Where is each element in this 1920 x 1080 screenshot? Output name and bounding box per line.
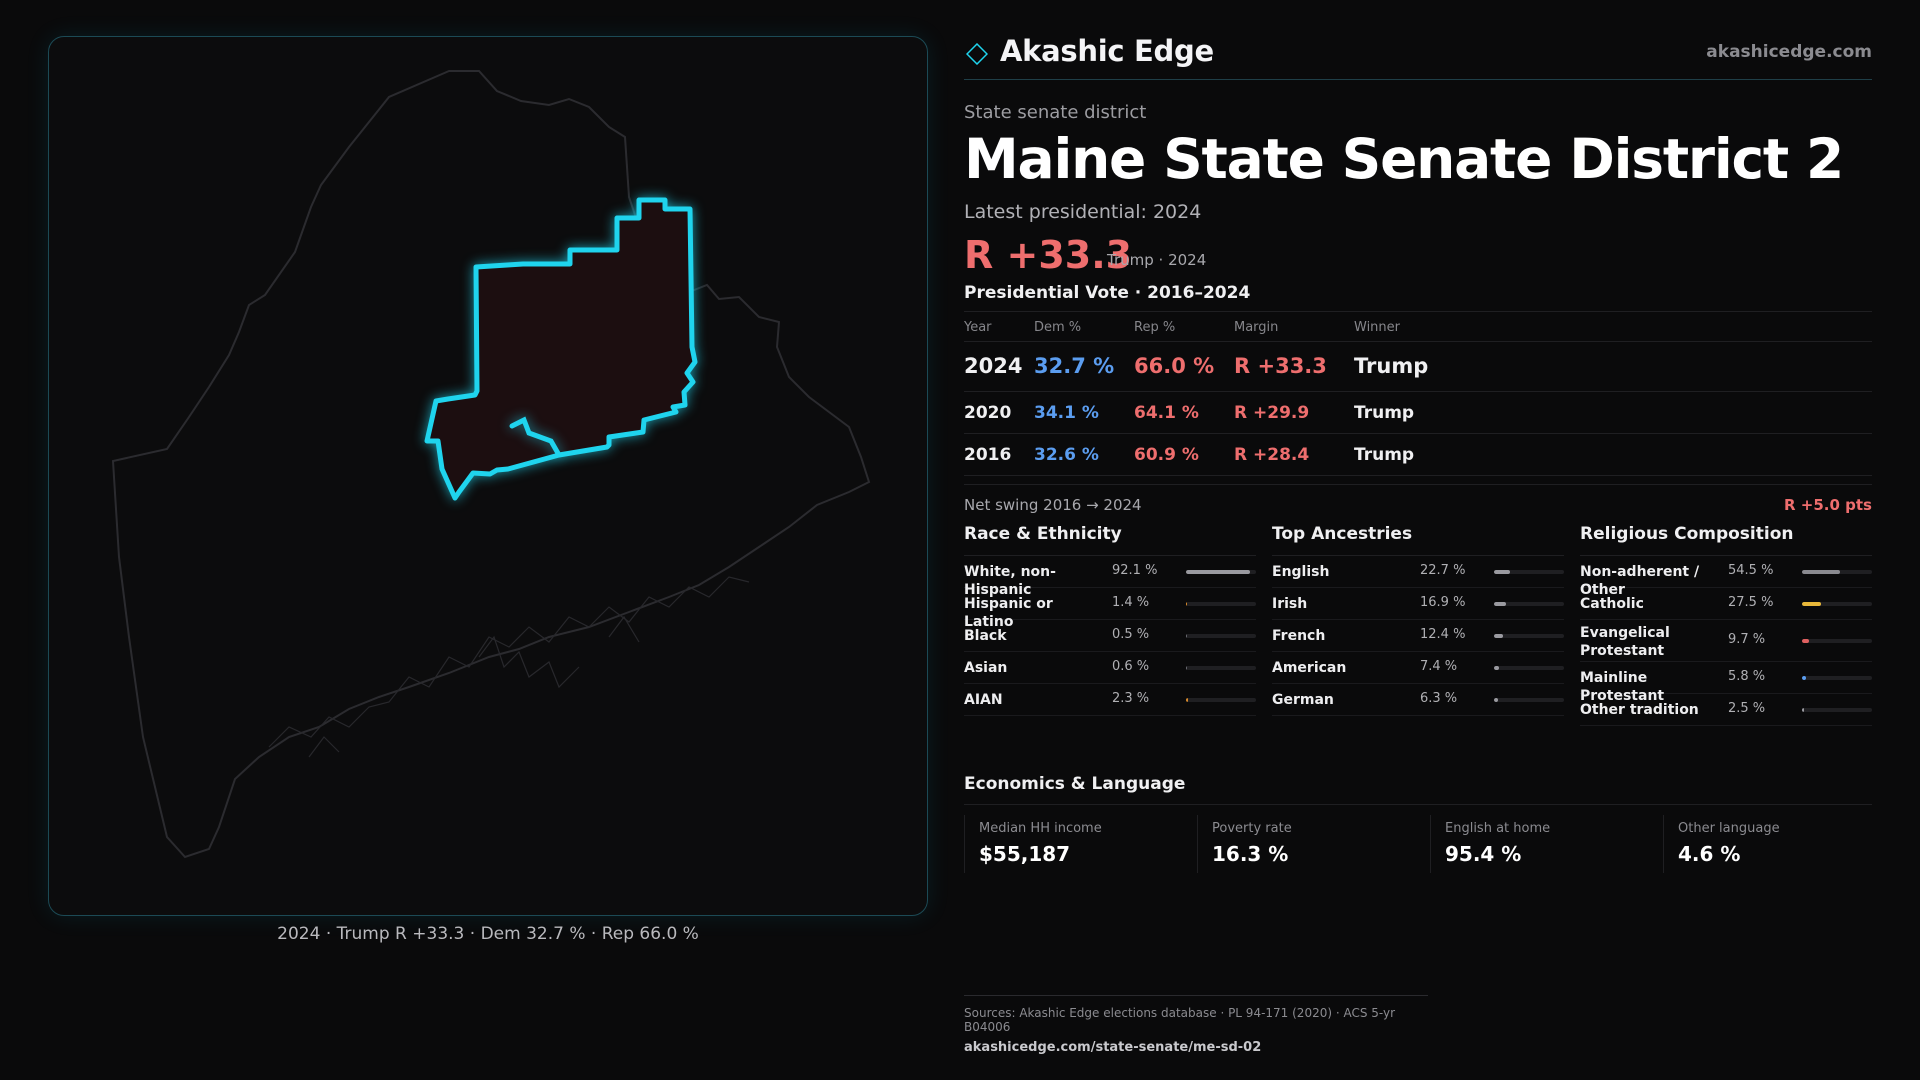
item-label: AIAN <box>964 691 1003 708</box>
item-bar <box>1186 698 1256 702</box>
item-percent: 54.5 % <box>1728 562 1774 578</box>
item-bar <box>1494 698 1564 702</box>
site-link[interactable]: akashicedge.com <box>1706 42 1872 62</box>
item-label: Black <box>964 627 1007 644</box>
table-row <box>964 434 1872 476</box>
religion-section <box>1580 524 1872 726</box>
row-dem: 32.7 % <box>1034 353 1115 378</box>
col-dem: Dem % <box>1034 319 1082 335</box>
row-year: 2024 <box>964 353 1023 378</box>
headline-margin <box>964 233 1872 277</box>
item-label: Mainline Protestant <box>1580 669 1665 704</box>
item-label: American <box>1272 659 1347 676</box>
district-2-shape[interactable] <box>427 200 695 498</box>
item-bar <box>1802 602 1872 606</box>
ancestry-title: Top Ancestries <box>1272 524 1564 556</box>
item-label: White, non-Hispanic <box>964 563 1056 598</box>
list-item <box>964 556 1256 598</box>
item-label: Evangelical Protestant <box>1580 624 1670 659</box>
race-section <box>964 524 1256 716</box>
item-bar <box>1802 639 1872 643</box>
stat-poverty <box>1197 815 1430 873</box>
stat-value: 4.6 % <box>1678 841 1741 866</box>
stat-other-language <box>1663 815 1896 873</box>
item-bar-fill <box>1494 602 1506 606</box>
item-percent: 92.1 % <box>1112 562 1158 578</box>
page-url[interactable]: akashicedge.com/state-senate/me-sd-02 <box>964 1040 1262 1055</box>
list-item <box>964 620 1256 652</box>
brand-name: Akashic Edge <box>1000 34 1214 68</box>
list-item <box>1580 620 1872 662</box>
list-item <box>1272 684 1564 716</box>
item-bar <box>1186 634 1256 638</box>
ancestry-section <box>1272 524 1564 716</box>
item-bar <box>1802 708 1872 712</box>
item-label: Hispanic or Latino <box>964 595 1053 630</box>
district-info-panel <box>964 30 1872 895</box>
row-winner: Trump <box>1354 444 1415 465</box>
presidential-vote-title: Presidential Vote · 2016–2024 <box>964 282 1251 303</box>
item-bar-fill <box>1494 666 1499 670</box>
row-year: 2020 <box>964 402 1012 423</box>
stat-label: Median HH income <box>979 820 1102 836</box>
item-percent: 2.3 % <box>1112 690 1150 706</box>
row-rep: 66.0 % <box>1134 353 1215 378</box>
item-label: German <box>1272 691 1334 708</box>
page-title: Maine State Senate District 2 <box>964 127 1844 191</box>
item-bar <box>1186 570 1256 574</box>
item-label: Catholic <box>1580 595 1644 612</box>
latest-presidential: Latest presidential: 2024 <box>964 200 1202 223</box>
list-item <box>1580 588 1872 620</box>
coast-detail <box>269 577 749 757</box>
row-rep: 64.1 % <box>1134 402 1199 423</box>
item-bar-fill <box>1186 602 1187 606</box>
religion-rows <box>1580 556 1872 726</box>
item-bar-fill <box>1186 666 1187 670</box>
item-bar <box>1802 570 1872 574</box>
col-margin: Margin <box>1234 319 1279 335</box>
item-percent: 0.5 % <box>1112 626 1150 642</box>
item-bar-fill <box>1186 698 1188 702</box>
table-header <box>964 312 1872 342</box>
item-percent: 27.5 % <box>1728 594 1774 610</box>
row-winner: Trump <box>1354 353 1429 378</box>
row-winner: Trump <box>1354 402 1415 423</box>
table-row <box>964 392 1872 434</box>
list-item <box>1580 556 1872 598</box>
item-bar <box>1494 634 1564 638</box>
item-bar-fill <box>1802 570 1840 574</box>
row-rep: 60.9 % <box>1134 444 1199 465</box>
item-label: English <box>1272 563 1330 580</box>
list-item <box>1272 556 1564 588</box>
list-item <box>1272 588 1564 620</box>
header <box>964 30 1872 80</box>
economics-stats <box>964 815 1872 895</box>
item-label: French <box>1272 627 1326 644</box>
col-year: Year <box>964 319 992 335</box>
footer <box>964 995 1428 1055</box>
list-item <box>964 684 1256 716</box>
sources-text: Sources: Akashic Edge elections database · PL 94-171 (2020) · ACS 5-yr B04006 <box>964 1006 1396 1034</box>
list-item <box>1272 652 1564 684</box>
demographics-columns <box>964 524 1872 764</box>
stat-value: 95.4 % <box>1445 841 1522 866</box>
row-dem: 32.6 % <box>1034 444 1099 465</box>
item-percent: 0.6 % <box>1112 658 1150 674</box>
margin-value: R +33.3 <box>964 232 1133 277</box>
item-percent: 22.7 % <box>1420 562 1466 578</box>
stat-english <box>1430 815 1663 873</box>
religion-title: Religious Composition <box>1580 524 1872 556</box>
net-swing-value: R +5.0 pts <box>1784 495 1872 514</box>
map-svg <box>49 37 928 916</box>
item-percent: 7.4 % <box>1420 658 1458 674</box>
item-bar-fill <box>1802 676 1806 680</box>
list-item <box>1580 694 1872 726</box>
list-item <box>964 652 1256 684</box>
row-margin: R +28.4 <box>1234 444 1310 465</box>
item-bar <box>1494 570 1564 574</box>
row-margin: R +29.9 <box>1234 402 1310 423</box>
list-item <box>964 588 1256 630</box>
race-title: Race & Ethnicity <box>964 524 1256 556</box>
item-label: Asian <box>964 659 1008 676</box>
item-bar <box>1494 602 1564 606</box>
item-bar-fill <box>1494 698 1498 702</box>
net-swing <box>964 484 1872 520</box>
col-winner: Winner <box>1354 319 1401 335</box>
race-rows <box>964 556 1256 716</box>
item-label: Non-adherent / Other <box>1580 563 1700 598</box>
item-label: Irish <box>1272 595 1308 612</box>
ancestry-rows <box>1272 556 1564 716</box>
item-label: Other tradition <box>1580 701 1699 718</box>
district-map[interactable] <box>48 36 928 916</box>
item-percent: 6.3 % <box>1420 690 1458 706</box>
item-percent: 1.4 % <box>1112 594 1150 610</box>
row-year: 2016 <box>964 444 1012 465</box>
item-bar <box>1494 666 1564 670</box>
item-bar-fill <box>1186 570 1250 574</box>
item-bar-fill <box>1802 708 1804 712</box>
stat-value: 16.3 % <box>1212 841 1289 866</box>
net-swing-label: Net swing 2016 → 2024 <box>964 495 1142 514</box>
item-bar <box>1186 602 1256 606</box>
item-percent: 16.9 % <box>1420 594 1466 610</box>
list-item <box>1580 662 1872 704</box>
item-bar-fill <box>1802 602 1821 606</box>
item-bar-fill <box>1494 634 1503 638</box>
col-rep: Rep % <box>1134 319 1176 335</box>
stat-label: Poverty rate <box>1212 820 1292 836</box>
item-percent: 12.4 % <box>1420 626 1466 642</box>
item-bar-fill <box>1494 570 1510 574</box>
item-bar-fill <box>1802 639 1809 643</box>
list-item <box>1272 620 1564 652</box>
item-percent: 5.8 % <box>1728 668 1766 684</box>
item-percent: 2.5 % <box>1728 700 1766 716</box>
table-row <box>964 342 1872 392</box>
row-dem: 34.1 % <box>1034 402 1099 423</box>
stat-label: Other language <box>1678 820 1780 836</box>
stat-value: $55,187 <box>979 841 1071 866</box>
district-kind: State senate district <box>964 102 1147 123</box>
item-bar <box>1186 666 1256 670</box>
map-caption: 2024 · Trump R +33.3 · Dem 32.7 % · Rep 66.0 % <box>277 924 699 944</box>
margin-subtitle: Trump · 2024 <box>1107 250 1207 269</box>
item-bar-fill <box>1186 634 1187 638</box>
economics-title: Economics & Language <box>964 774 1872 805</box>
stat-median-income <box>964 815 1197 873</box>
item-percent: 9.7 % <box>1728 631 1766 647</box>
item-bar <box>1802 676 1872 680</box>
stat-label: English at home <box>1445 820 1551 836</box>
presidential-vote-table <box>964 311 1872 476</box>
row-margin: R +33.3 <box>1234 353 1327 378</box>
diamond-logo-icon <box>966 43 988 65</box>
